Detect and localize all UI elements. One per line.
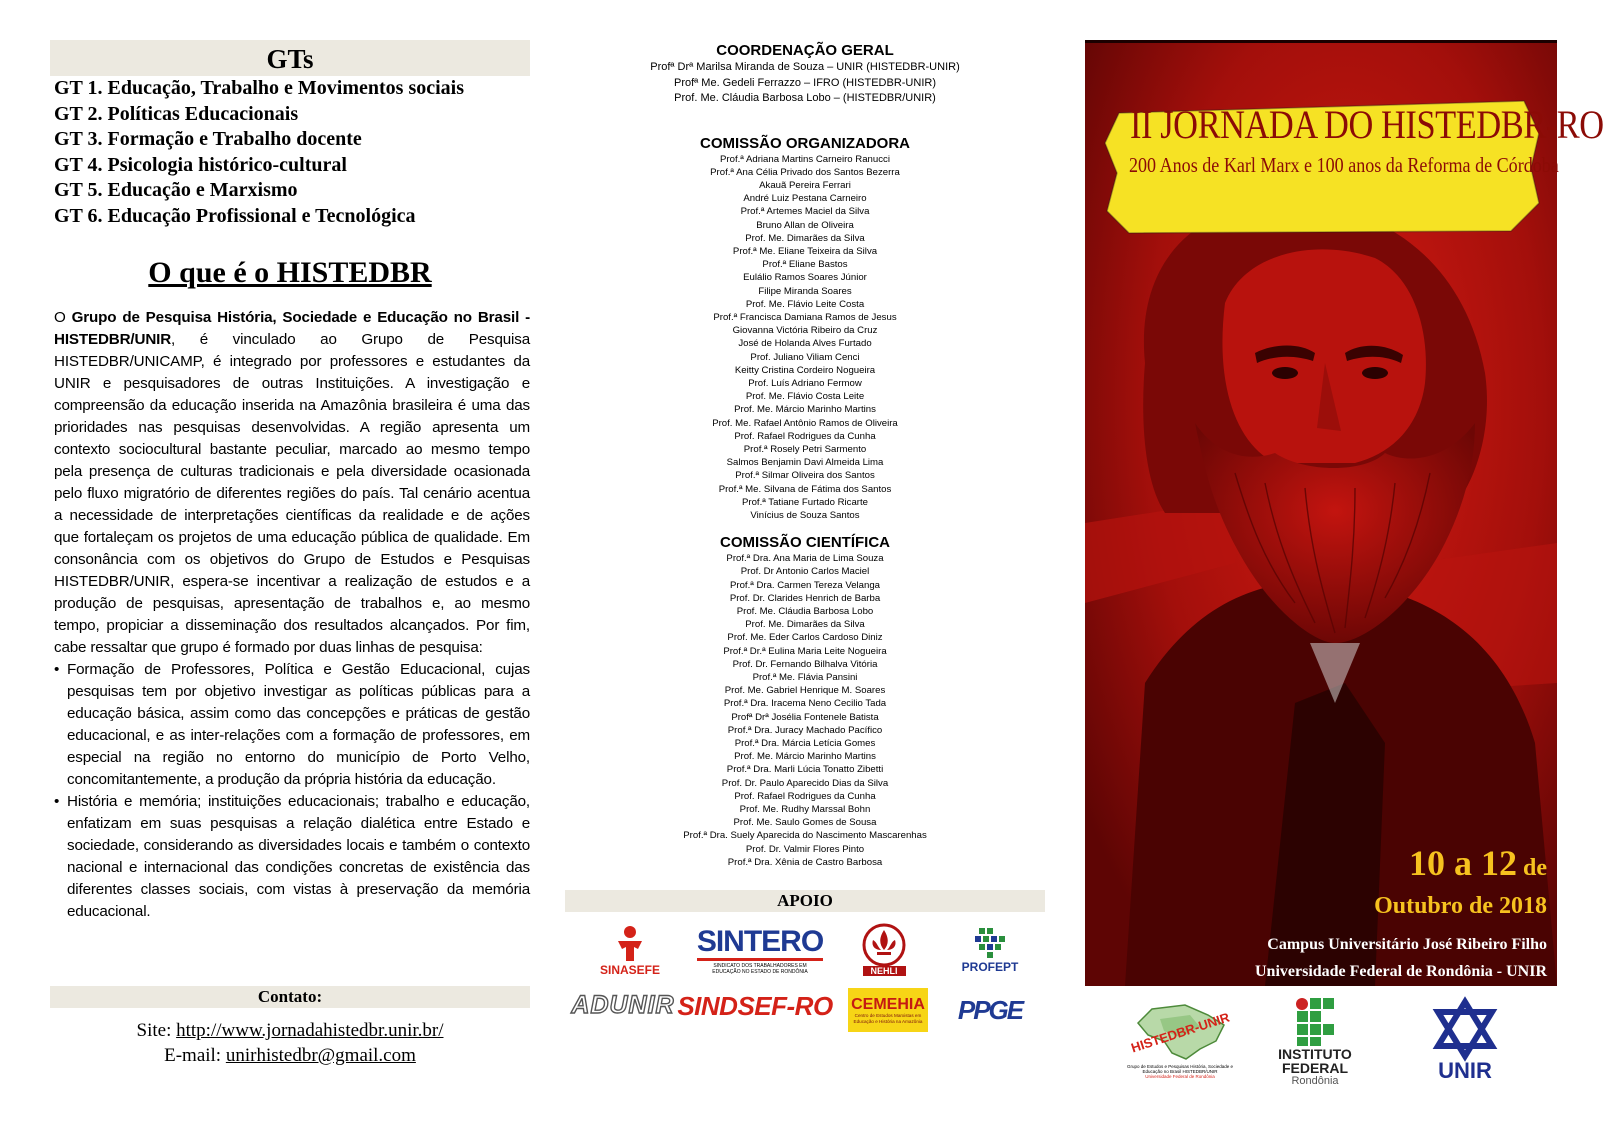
member-name: Prof.ª Dra. Marli Lúcia Tonatto Zibetti [726,764,884,776]
member-name: Eulálio Ramos Soares Júnior [743,272,867,284]
about-title: O que é o HISTEDBR [148,256,432,289]
member-name: Vinícius de Souza Santos [750,509,860,521]
support-heading: APOIO [565,890,1045,912]
fleur-de-lis-icon [861,924,907,966]
member-name: Prof.ª Dra. Xênia de Castro Barbosa [727,856,883,868]
member-name: Prof. Me. Eder Carlos Cardoso Diniz [727,632,883,644]
event-poster [1085,40,1604,1007]
member-name: Prof.ª Dra. Carmen Tereza Velanga [729,579,881,591]
member-name: Prof.ª Dra. Iracema Neno Cecilio Tada [723,698,887,710]
member-name: Akauã Pereira Ferrari [759,179,851,191]
adunir-label: ADUNIR [571,990,675,1019]
member-name: Prof. Rafael Rodrigues da Cunha [734,790,876,802]
ifro-line3: Rondônia [1291,1075,1339,1087]
member-name: Prof.ª Tatiane Furtado Ricarte [741,496,869,508]
member-name: Prof.ª Dra. Suely Aparecida do Nascimento Mascarenhas [683,830,927,842]
member-name: Prof. Dr. Valmir Flores Pinto [745,843,865,855]
coordination-section [565,42,1045,107]
contact-site-row [50,1018,530,1043]
member-name: Prof. Dr. Clarides Henrich de Barba [729,592,881,604]
histedbr-caption-2: Universidade Federal de Rondônia [1145,1074,1215,1079]
research-line-text: Formação de Professores, Política e Gestão Educacional, cujas pesquisas tem por objetivo investigar as políticas públicas para a educação básica, assim como das concepções e práticas de gestão educacional, e as inter-relações com a formação de professores, em especial na região no entorno do município de Porto Velho, concomitantemente, a produção da própria história da educação. [67,661,530,788]
scientific-committee-title: COMISSÃO CIENTÍFICA [719,534,890,552]
about-intro-bold: Grupo de Pesquisa História, Sociedade e Educação no Brasil - HISTEDBR/UNIR [54,309,530,348]
scientific-committee-section [565,534,1045,869]
ppge-logo [955,988,1025,1032]
member-name: André Luiz Pestana Carneiro [743,193,867,205]
gt-list [50,76,530,229]
sintero-caption: SINDICATO DOS TRABALHADORES EM EDUCAÇÃO NO ESTADO DE RONDÔNIA [712,962,808,975]
member-name: Prof. Luís Adriano Fermow [748,377,862,389]
middle-column [565,40,1045,869]
member-name: Profª Drª Josélia Fontenele Batista [731,711,879,723]
member-name: Filipe Miranda Soares [758,285,852,297]
about-intro-o: O [54,309,72,326]
research-line [54,791,530,923]
member-name: Prof.ª Eliane Bastos [762,259,848,271]
research-lines [54,659,530,923]
contact-email-row [50,1043,530,1068]
event-date-month: Outubro de 2018 [1374,893,1547,919]
location-campus: Campus Universitário José Ribeiro Filho [1267,936,1547,953]
gt-item: GT 1. Educação, Trabalho e Movimentos sociais [54,77,465,99]
coordination-title: COORDENAÇÃO GERAL [716,42,894,59]
cemehia-logo [848,988,928,1032]
date-range: 10 a 12 [1409,843,1517,883]
gt-item: GT 3. Formação e Trabalho docente [54,128,362,150]
member-name: Prof. Me. Márcio Marinho Martins [734,751,876,763]
member-name: Prof.ª Ana Célia Privado dos Santos Bezerra [710,166,900,178]
profept-logo [955,920,1025,980]
event-subtitle: 200 Anos de Karl Marx e 100 anos da Reforma de Córdoba [1129,153,1559,177]
sindsef-label: SINDSEF-RO [677,990,833,1021]
member-name: Giovanna Victória Ribeiro da Cruz [732,325,878,337]
sindsef-logo [675,988,835,1024]
member-name: Keitty Cristina Cordeiro Nogueira [734,364,876,376]
gt-item: GT 6. Educação Profissional e Tecnológica [54,204,416,227]
profept-pixel-icon [973,926,1007,960]
member-name: Salmos Benjamin Davi Almeida Lima [726,457,884,469]
member-name: Prof.ª Dra. Márcia Letícia Gomes [734,738,876,750]
email-label: E-mail: [164,1045,226,1066]
gts-heading: GTs [50,40,530,76]
member-name: Prof. Juliano Viliam Cenci [750,351,860,363]
contact-block [50,1018,530,1068]
member-name: Prof.ª Dra. Ana Maria de Lima Souza [726,553,884,565]
research-line-text: História e memória; instituições educacionais; trabalho e educação, enfatizam em suas pesquisas a relação dialética entre Estado e sociedade, considerando as diversidades locais e também o contexto nacional e internacional das condições concretas de existência das diferentes classes sociais, com vistas à preservação da memória educacional. [67,793,530,920]
member-name: Prof.ª Artemes Maciel da Silva [740,206,870,218]
event-title: II JORNADA DO HISTEDBR-RO [1130,102,1604,147]
histedbr-caption: Grupo de Estudos e Pesquisas História, Sociedade e Educação no Brasil HISTEDBR/UNIR [1126,1064,1234,1074]
member-name: Prof.ª Dr.ª Eulina Maria Leite Nogueira [723,645,887,657]
sinasefe-emblem-icon [610,923,650,963]
member-name: Prof. Me. Rafael Antônio Ramos de Oliveira [712,417,898,429]
left-column [50,40,530,923]
member-name: Prof. Me. Cláudia Barbosa Lobo – (HISTEDBR/UNIR) [674,92,936,104]
member-name: Prof. Me. Flávio Costa Leite [745,391,865,403]
contact-heading: Contato: [50,986,530,1008]
member-name: Prof.ª Adriana Martins Carneiro Ranucci [720,153,890,165]
organizing-committee-list [565,153,1045,523]
cemehia-caption: Centro de Estudos Marxistas em Educação e História na Amazônia [853,1013,923,1024]
member-name: Prof. Dr Antonio Carlos Maciel [740,566,870,578]
histedbr-label: HISTEDBR-UNIR [1128,1009,1232,1056]
member-name: Prof. Me. Dimarães da Silva [745,232,865,244]
sintero-label: SINTERO [697,926,823,961]
support-logos [565,920,1045,1040]
bullet-icon: • [54,661,60,678]
member-name: Prof. Dr. Fernando Bilhalva Vitória [732,658,878,670]
profept-label: PROFEPT [961,960,1019,974]
member-name: Prof. Dr. Paulo Aparecido Dias da Silva [721,777,889,789]
sinasefe-logo [595,920,665,980]
ifro-grid-icon [1295,997,1335,1047]
cemehia-label: CEMEHIA [851,996,925,1013]
member-name: Prof. Me. Dimarães da Silva [745,619,865,631]
about-intro-text: , é vinculado ao Grupo de Pesquisa HISTEDBR/UNICAMP, é integrado por professores e estudantes da UNIR e pesquisadores de outras Instituições. A investigação e compreensão da educação inserida na Amazônia brasileira é uma das prioridades nas pesquisas desenvolvidas. A região apresenta um contexto sociocultural bastante peculiar, marcado ao mesmo tempo pela presença de culturas tradicionais e pela diversidade ocasionada pelo fluxo migratório de diferentes regiões do país. Tal cenário acentua a necessidade de interpretações científicas da realidade e de ações que fortaleçam os projetos de uma educação pública de qualidade. Em consonância com os objetivos do Grupo de Estudos e Pesquisas HISTEDBR/UNIR, espera-se incentivar a realização de estudos e a produção de pesquisas, apresentação de trabalhos e, ao mesmo tempo, propiciar a disseminação dos resultados alcançados. Por fim, cabe ressaltar que grupo é formado por duas linhas de pesquisa: [54,331,530,656]
about-paragraph [54,307,530,659]
email-link[interactable]: unirhistedbr@gmail.com [225,1045,416,1066]
site-link[interactable]: http://www.jornadahistedbr.unir.br/ [176,1020,444,1041]
member-name: Prof. Me. Flávio Leite Costa [745,298,865,310]
location-city: Porto Velho/RO [1438,990,1547,1007]
coordination-list [565,60,1045,107]
scientific-committee-list [565,552,1045,869]
partner-logos [1085,990,1557,1110]
organizing-committee-section [565,135,1045,523]
about-body [50,307,530,923]
adunir-logo [573,988,673,1022]
member-name: Prof. Rafael Rodrigues da Cunha [734,430,876,442]
organizing-committee-title: COMISSÃO ORGANIZADORA [700,134,910,152]
unir-star-icon [1430,998,1500,1060]
member-name: Prof. Me. Rudhy Marssal Bohn [739,804,871,816]
member-name: Prof.ª Dra. Juracy Machado Pacífico [727,724,883,736]
member-name: Prof.ª Silmar Oliveira dos Santos [735,470,875,482]
site-label: Site: [136,1020,177,1041]
histedbr-logo [1115,990,1245,1090]
member-name: Prof. Me. Márcio Marinho Martins [734,404,876,416]
member-name: Prof. Me. Cláudia Barbosa Lobo [736,606,874,617]
gt-item: GT 5. Educação e Marxismo [54,179,298,201]
member-name: Prof.ª Me. Flávia Pansini [752,672,858,684]
sinasefe-label: SINASEFE [599,963,660,977]
member-name: Bruno Allan de Oliveira [756,219,854,231]
ppge-label: PPGE [957,994,1023,1025]
member-name: Prof.ª Rosely Petri Sarmento [743,443,867,455]
gt-item: GT 2. Políticas Educacionais [54,102,299,125]
member-name: Profª Drª Marilsa Miranda de Souza – UNIR (HISTEDBR-UNIR) [650,61,960,73]
unir-logo [1415,990,1515,1090]
bullet-icon: • [54,793,60,810]
member-name: Profª Me. Gedeli Ferrazzo – IFRO (HISTEDBR-UNIR) [673,76,936,89]
unir-label: UNIR [1438,1058,1492,1083]
nehli-label: NEHLI [863,966,906,976]
nehli-logo [850,920,918,980]
sintero-logo [697,922,823,978]
date-de: de [1517,855,1547,881]
member-name: Prof.ª Me. Eliane Teixeira da Silva [732,245,878,257]
research-line [54,659,530,791]
event-date-days [1409,843,1547,888]
location-university: Universidade Federal de Rondônia - UNIR [1254,963,1547,980]
member-name: José de Holanda Alves Furtado [738,338,872,350]
ifro-line2: FEDERAL [1281,1060,1349,1076]
member-name: Prof.ª Francisca Damiana Ramos de Jesus [713,311,897,323]
ifro-line1: INSTITUTO [1278,1046,1352,1062]
member-name: Prof. Me. Saulo Gomes de Sousa [733,817,877,829]
member-name: Prof. Me. Gabriel Henrique M. Soares [724,685,886,697]
gt-item: GT 4. Psicologia histórico-cultural [54,153,347,176]
member-name: Prof.ª Me. Silvana de Fátima dos Santos [718,483,892,495]
ifro-logo [1265,992,1365,1092]
